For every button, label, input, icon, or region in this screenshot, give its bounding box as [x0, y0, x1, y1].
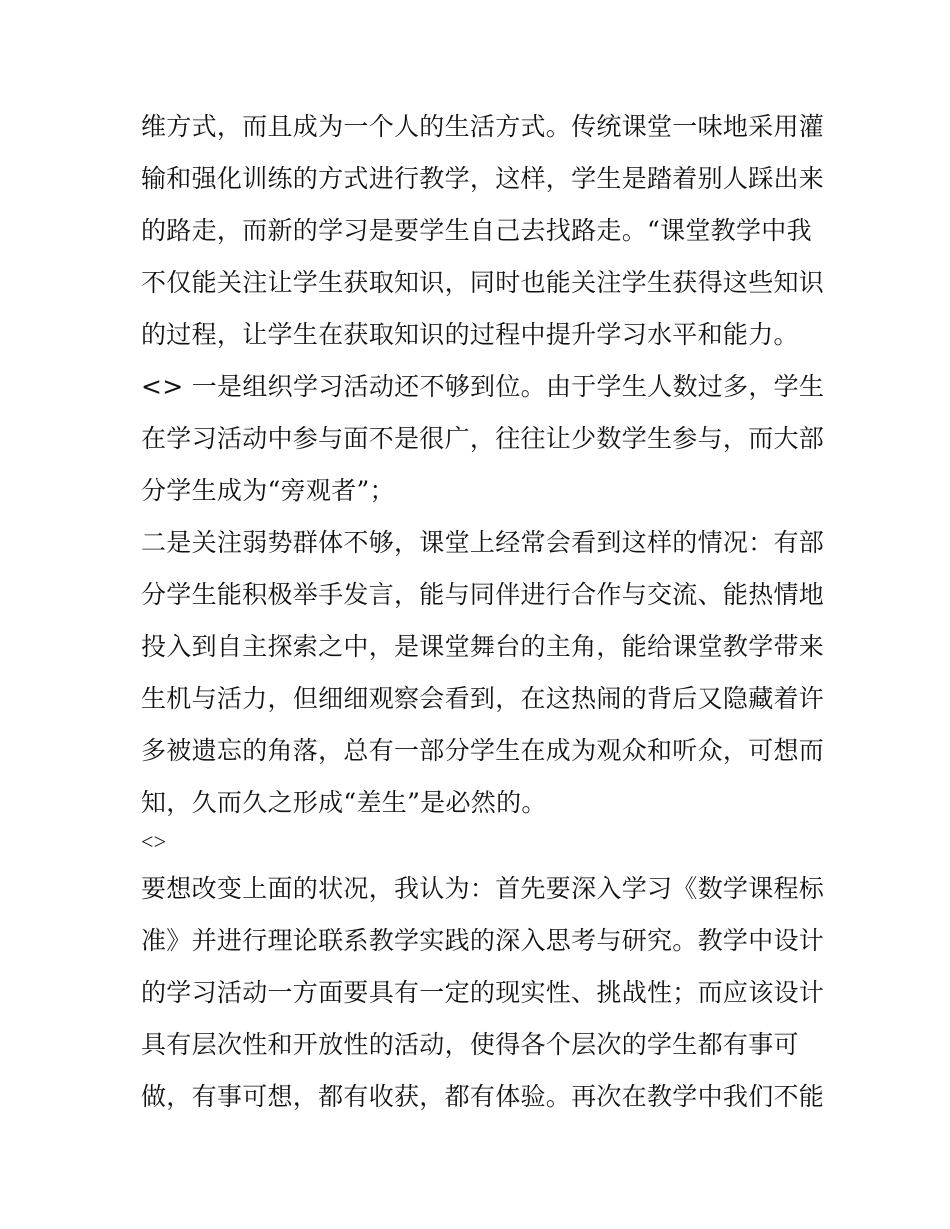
text-line: 的过程，让学生在获取知识的过程中提升学习水平和能力。 — [141, 320, 799, 349]
text-line: <> — [141, 829, 167, 854]
text-line: 在学习活动中参与面不是很广，往往让少数学生参与，而大部 — [141, 424, 825, 453]
text-line: 生机与活力，但细细观察会看到，在这热闹的背后又隐藏着许 — [141, 684, 825, 713]
text-line: 的学习活动一方面要具有一定的现实性、挑战性；而应该设计 — [141, 978, 825, 1007]
text-line: 输和强化训练的方式进行教学，这样，学生是踏着别人踩出来 — [141, 164, 825, 193]
text-line: 要想改变上面的状况，我认为：首先要深入学习《数学课程标 — [141, 874, 825, 903]
text-line: 二是关注弱势群体不够，课堂上经常会看到这样的情况：有部 — [141, 528, 825, 557]
text-line: 维方式，而且成为一个人的生活方式。传统课堂一味地采用灌 — [141, 112, 825, 141]
text-line: <> 一是组织学习活动还不够到位。由于学生人数过多，学生 — [141, 372, 825, 401]
text-line: 准》并进行理论联系教学实践的深入思考与研究。教学中设计 — [141, 926, 825, 955]
text-line: 具有层次性和开放性的活动，使得各个层次的学生都有事可 — [141, 1030, 799, 1059]
text-line: 投入到自主探索之中，是课堂舞台的主角，能给课堂教学带来 — [141, 632, 825, 661]
text-line: 知，久而久之形成“差生”是必然的。 — [141, 788, 547, 817]
text-line: 的路走，而新的学习是要学生自己去找路走。“课堂教学中我 — [141, 216, 812, 245]
text-line: 多被遗忘的角落，总有一部分学生在成为观众和听众，可想而 — [141, 736, 825, 765]
text-line: 分学生成为“旁观者”； — [141, 476, 395, 505]
text-line: 不仅能关注让学生获取知识，同时也能关注学生获得这些知识 — [141, 268, 825, 297]
text-line: 做，有事可想，都有收获，都有体验。再次在教学中我们不能 — [141, 1082, 825, 1111]
text-line: 分学生能积极举手发言，能与同伴进行合作与交流、能热情地 — [141, 580, 825, 609]
